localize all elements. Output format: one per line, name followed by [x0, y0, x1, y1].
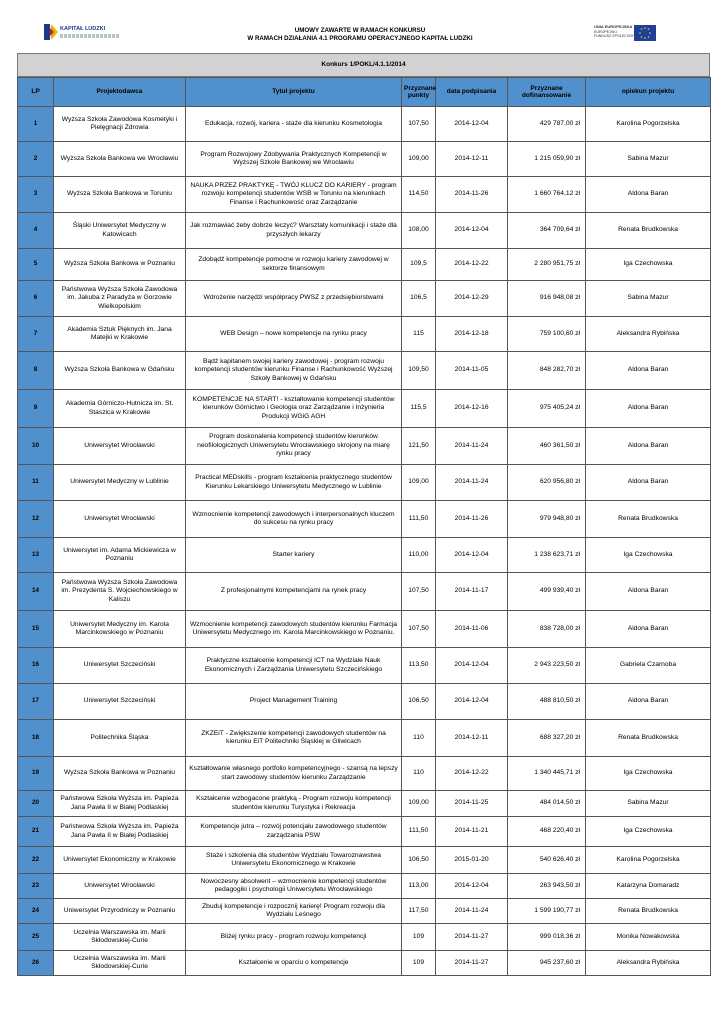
table-row	[18, 317, 711, 352]
amount-cell: 499 939,40 zł	[508, 573, 586, 611]
amount-cell: 999 018,36 zł	[508, 924, 586, 951]
date-cell: 2014-11-24	[436, 899, 508, 924]
supervisor-cell: Sabina Mazur	[586, 142, 711, 177]
org-cell: Politechnika Śląska	[54, 720, 186, 757]
amount-cell: 1 215 059,90 zł	[508, 142, 586, 177]
column-header-points: Przyznane punkty	[402, 78, 436, 107]
lp-cell: 7	[18, 317, 54, 352]
org-cell: Śląski Uniwersytet Medyczny w Katowicach	[54, 213, 186, 249]
table-row	[18, 177, 711, 213]
title-cell: Program doskonalenia kompetencji studentów kierunków neofilologicznych Uniwersytetu Wrocławskiego skrojony na miarę rynku pracy	[186, 428, 402, 465]
lp-cell: 6	[18, 281, 54, 317]
amount-cell: 759 100,60 zł	[508, 317, 586, 352]
org-cell: Wyższa Szkoła Zawodowa Kosmetyki i Pielęgnacji Zdrowia	[54, 107, 186, 142]
title-cell: Jak rozmawiać żeby dobrze leczyć? Warsztaty komunikacji i staże dla przyszłych lekarzy	[186, 213, 402, 249]
column-header-org: Projektodawca	[54, 78, 186, 107]
title-cell: Program Rozwojowy Zdobywania Praktycznych Kompetencji w Wyższej Szkole Bankowej we Wrocławiu	[186, 142, 402, 177]
points-cell: 109	[402, 951, 436, 976]
title-cell: ZKZEiT - Zwiększenie kompetencji zawodowych studentów na kierunku EiT Politechniki Śląskiej w Gliwicach	[186, 720, 402, 757]
points-cell: 109,50	[402, 352, 436, 390]
date-cell: 2014-11-17	[436, 573, 508, 611]
document-title-line2: W RAMACH DZIAŁANIA 4.1 PROGRAMU OPERACYJNEGO KAPITAŁ LUDZKI	[247, 35, 473, 42]
points-cell: 108,00	[402, 213, 436, 249]
date-cell: 2014-12-16	[436, 390, 508, 428]
table-row	[18, 817, 711, 847]
amount-cell: 1 340 445,71 zł	[508, 757, 586, 791]
title-cell: Wzmocnienie kompetencji zawodowych studentów kierunku Farmacja Uniwersytetu Medycznego im. Karola Marcinkowskiego w Poznaniu.	[186, 611, 402, 648]
amount-cell: 364 709,64 zł	[508, 213, 586, 249]
table-row	[18, 720, 711, 757]
date-cell: 2014-12-04	[436, 107, 508, 142]
date-cell: 2014-11-24	[436, 465, 508, 501]
org-cell: Uniwersytet Wrocławski	[54, 874, 186, 899]
points-cell: 109	[402, 924, 436, 951]
supervisor-cell: Iga Czechowska	[586, 249, 711, 281]
points-cell: 117,50	[402, 899, 436, 924]
lp-cell: 11	[18, 465, 54, 501]
org-cell: Uniwersytet Przyrodniczy w Poznaniu	[54, 899, 186, 924]
date-cell: 2014-11-26	[436, 177, 508, 213]
amount-cell: 484 014,50 zł	[508, 791, 586, 817]
date-cell: 2014-12-04	[436, 874, 508, 899]
table-row	[18, 107, 711, 142]
table-row	[18, 465, 711, 501]
amount-cell: 1 599 190,77 zł	[508, 899, 586, 924]
supervisor-cell: Aldona Baran	[586, 352, 711, 390]
lp-cell: 15	[18, 611, 54, 648]
points-cell: 110,00	[402, 538, 436, 573]
date-cell: 2014-11-27	[436, 951, 508, 976]
table-row	[18, 847, 711, 874]
date-cell: 2014-11-06	[436, 611, 508, 648]
lp-cell: 2	[18, 142, 54, 177]
table-row	[18, 249, 711, 281]
org-cell: Uniwersytet Wrocławski	[54, 428, 186, 465]
table-header-row	[18, 78, 711, 107]
title-cell: Staże i szkolenia dla studentów Wydziału Towaroznawstwa Uniwersytetu Ekonomicznego w Krakowie	[186, 847, 402, 874]
title-cell: Starter kariery	[186, 538, 402, 573]
table-row	[18, 281, 711, 317]
table-row	[18, 573, 711, 611]
org-cell: Państwowa Wyższa Szkoła Zawodowa im. Jakuba z Paradyża w Gorzowie Wielkopolskim	[54, 281, 186, 317]
table-row	[18, 611, 711, 648]
date-cell: 2014-12-11	[436, 720, 508, 757]
lp-cell: 23	[18, 874, 54, 899]
supervisor-cell: Katarzyna Domaradz	[586, 874, 711, 899]
points-cell: 114,50	[402, 177, 436, 213]
lp-cell: 17	[18, 684, 54, 720]
points-cell: 113,00	[402, 874, 436, 899]
amount-cell: 488 810,50 zł	[508, 684, 586, 720]
points-cell: 107,50	[402, 573, 436, 611]
date-cell: 2014-11-05	[436, 352, 508, 390]
amount-cell: 429 787,00 zł	[508, 107, 586, 142]
title-cell: Zdobądź kompetencje pomocne w rozwoju kariery zawodowej w sektorze finansowym	[186, 249, 402, 281]
org-cell: Uniwersytet Szczeciński	[54, 684, 186, 720]
title-cell: Wdrożenie narzędzi współpracy PWSZ z przedsiębiorstwami	[186, 281, 402, 317]
amount-cell: 620 956,80 zł	[508, 465, 586, 501]
amount-cell: 688 327,20 zł	[508, 720, 586, 757]
date-cell: 2015-01-20	[436, 847, 508, 874]
supervisor-cell: Renata Brudkowska	[586, 720, 711, 757]
lp-cell: 8	[18, 352, 54, 390]
amount-cell: 263 943,50 zł	[508, 874, 586, 899]
title-cell: Bądź kapitanem swojej kariery zawodowej - program rozwoju kompetencji studentów kierunku Finanse i Rachunkowość Wyższej Szkoły Bankowej w Gdańsku	[186, 352, 402, 390]
org-cell: Wyższa Szkoła Bankowa w Toruniu	[54, 177, 186, 213]
points-cell: 106,5	[402, 281, 436, 317]
table-row	[18, 648, 711, 684]
points-cell: 110	[402, 757, 436, 791]
title-cell: Z profesjonalnymi kompetencjami na rynek pracy	[186, 573, 402, 611]
date-cell: 2014-12-04	[436, 684, 508, 720]
title-cell: Edukacja, rozwój, kariera - staże dla kierunku Kosmetologia	[186, 107, 402, 142]
date-cell: 2014-12-04	[436, 538, 508, 573]
lp-cell: 1	[18, 107, 54, 142]
lp-cell: 5	[18, 249, 54, 281]
lp-cell: 25	[18, 924, 54, 951]
supervisor-cell: Renata Brudkowska	[586, 501, 711, 538]
eu-logo-line3: FUNDUSZ SPOŁECZNY	[594, 34, 634, 38]
table-row	[18, 390, 711, 428]
supervisor-cell: Aldona Baran	[586, 390, 711, 428]
org-cell: Wyższa Szkoła Bankowa we Wrocławiu	[54, 142, 186, 177]
table-row	[18, 352, 711, 390]
eu-flag-icon	[634, 25, 656, 41]
lp-cell: 22	[18, 847, 54, 874]
table-row	[18, 501, 711, 538]
org-cell: Państwowa Szkoła Wyższa im. Papieża Jana Pawła II w Białej Podlaskiej	[54, 791, 186, 817]
title-cell: Bliżej rynku pracy - program rozwoju kompetencji	[186, 924, 402, 951]
eu-logo-line1: UNIA EUROPEJSKA	[594, 24, 633, 29]
points-cell: 113,50	[402, 648, 436, 684]
lp-cell: 21	[18, 817, 54, 847]
points-cell: 109,00	[402, 142, 436, 177]
title-cell: WEB Design – nowe kompetencje na rynku pracy	[186, 317, 402, 352]
amount-cell: 848 282,70 zł	[508, 352, 586, 390]
supervisor-cell: Renata Brudkowska	[586, 899, 711, 924]
table-row	[18, 684, 711, 720]
points-cell: 107,50	[402, 611, 436, 648]
points-cell: 110	[402, 720, 436, 757]
points-cell: 109,5	[402, 249, 436, 281]
amount-cell: 1 660 764,12 zł	[508, 177, 586, 213]
date-cell: 2014-12-18	[436, 317, 508, 352]
supervisor-cell: Aldona Baran	[586, 465, 711, 501]
org-cell: Uczelnia Warszawska im. Marii Skłodowskiej-Curie	[54, 951, 186, 976]
amount-cell: 916 948,08 zł	[508, 281, 586, 317]
supervisor-cell: Monika Nowakowska	[586, 924, 711, 951]
lp-cell: 4	[18, 213, 54, 249]
amount-cell: 1 238 623,71 zł	[508, 538, 586, 573]
column-header-date: data podpisania	[436, 78, 508, 107]
table-row	[18, 924, 711, 951]
supervisor-cell: Aldona Baran	[586, 573, 711, 611]
date-cell: 2014-12-22	[436, 757, 508, 791]
supervisor-cell: Karolina Pogorzelska	[586, 107, 711, 142]
table-row	[18, 757, 711, 791]
points-cell: 111,50	[402, 817, 436, 847]
title-cell: Wzmocnienie kompetencji zawodowych i interpersonalnych kluczem do sukcesu na rynku pracy	[186, 501, 402, 538]
column-header-lp: LP	[18, 78, 54, 107]
table-row	[18, 213, 711, 249]
supervisor-cell: Aleksandra Rybińska	[586, 951, 711, 976]
contracts-table	[17, 77, 711, 976]
date-cell: 2014-12-11	[436, 142, 508, 177]
points-cell: 115,5	[402, 390, 436, 428]
table-row	[18, 538, 711, 573]
date-cell: 2014-11-25	[436, 791, 508, 817]
lp-cell: 12	[18, 501, 54, 538]
lp-cell: 24	[18, 899, 54, 924]
document-title-line1: UMOWY ZAWARTE W RAMACH KONKURSU	[294, 27, 426, 34]
org-cell: Uniwersytet im. Adama Mickiewicza w Poznaniu	[54, 538, 186, 573]
lp-cell: 18	[18, 720, 54, 757]
title-cell: Nowoczesny absolwent – wzmocnienie kompetencji studentów pedagogiki i psychologii Uniwersytetu Wrocławskiego	[186, 874, 402, 899]
column-header-title: Tytuł projektu	[186, 78, 402, 107]
title-cell: Kształcenie wzbogacone praktyką - Program rozwoju kompetencji studentów kierunku Turystyka i Rekreacja	[186, 791, 402, 817]
amount-cell: 979 948,80 zł	[508, 501, 586, 538]
amount-cell: 945 237,60 zł	[508, 951, 586, 976]
logo-left-subtitle	[60, 34, 120, 38]
supervisor-cell: Gabriela Czarnoba	[586, 648, 711, 684]
date-cell: 2014-11-27	[436, 924, 508, 951]
table-row	[18, 791, 711, 817]
amount-cell: 540 626,40 zł	[508, 847, 586, 874]
amount-cell: 460 361,50 zł	[508, 428, 586, 465]
supervisor-cell: Aldona Baran	[586, 684, 711, 720]
title-cell: Praktyczne kształcenie kompetencji ICT na Wydziale Nauk Ekonomicznych i Zarządzania Uniwersytetu Szczecińskiego	[186, 648, 402, 684]
kapital-ludzki-logo	[44, 22, 114, 44]
points-cell: 109,00	[402, 791, 436, 817]
table-row	[18, 899, 711, 924]
points-cell: 121,50	[402, 428, 436, 465]
org-cell: Wyższa Szkoła Bankowa w Poznaniu	[54, 757, 186, 791]
org-cell: Uniwersytet Ekonomiczny w Krakowie	[54, 847, 186, 874]
lp-cell: 26	[18, 951, 54, 976]
supervisor-cell: Aldona Baran	[586, 428, 711, 465]
lp-cell: 13	[18, 538, 54, 573]
title-cell: Project Management Training	[186, 684, 402, 720]
amount-cell: 2 943 223,50 zł	[508, 648, 586, 684]
date-cell: 2014-11-26	[436, 501, 508, 538]
org-cell: Wyższa Szkoła Bankowa w Poznaniu	[54, 249, 186, 281]
column-header-amount: Przyznane dofinansowanie	[508, 78, 586, 107]
document-header	[0, 0, 725, 52]
title-cell: Kształcenie w oparciu o kompetencje	[186, 951, 402, 976]
supervisor-cell: Iga Czechowska	[586, 817, 711, 847]
title-cell: Kompetencje jutra – rozwój potencjału zawodowego studentów zarządzania PSW	[186, 817, 402, 847]
lp-cell: 20	[18, 791, 54, 817]
org-cell: Akademia Sztuk Pięknych im. Jana Matejki w Krakowie	[54, 317, 186, 352]
table-body	[18, 107, 711, 976]
supervisor-cell: Iga Czechowska	[586, 538, 711, 573]
kapital-ludzki-mark-icon	[44, 22, 58, 42]
org-cell: Uniwersytet Szczeciński	[54, 648, 186, 684]
supervisor-cell: Karolina Pogorzelska	[586, 847, 711, 874]
points-cell: 109,00	[402, 465, 436, 501]
amount-cell: 468 220,40 zł	[508, 817, 586, 847]
points-cell: 115	[402, 317, 436, 352]
supervisor-cell: Aldona Baran	[586, 611, 711, 648]
date-cell: 2014-11-24	[436, 428, 508, 465]
logo-left-text: KAPITAŁ LUDZKI	[60, 26, 106, 32]
date-cell: 2014-12-29	[436, 281, 508, 317]
supervisor-cell: Sabina Mazur	[586, 281, 711, 317]
lp-cell: 10	[18, 428, 54, 465]
org-cell: Uniwersytet Medyczny im. Karola Marcinkowskiego w Poznaniu	[54, 611, 186, 648]
org-cell: Wyższa Szkoła Bankowa w Gdańsku	[54, 352, 186, 390]
eu-logo-line2: EUROPEJSKI	[594, 29, 617, 34]
org-cell: Akademia Górniczo-Hutnicza im. St. Staszica w Krakowie	[54, 390, 186, 428]
points-cell: 107,50	[402, 107, 436, 142]
table-row	[18, 428, 711, 465]
supervisor-cell: Sabina Mazur	[586, 791, 711, 817]
contest-label: Konkurs 1/POKL/4.1.1/2014	[17, 53, 710, 77]
points-cell: 111,50	[402, 501, 436, 538]
date-cell: 2014-12-04	[436, 648, 508, 684]
points-cell: 106,50	[402, 684, 436, 720]
date-cell: 2014-12-22	[436, 249, 508, 281]
eu-logo	[594, 25, 664, 45]
supervisor-cell: Aleksandra Rybińska	[586, 317, 711, 352]
date-cell: 2014-12-04	[436, 213, 508, 249]
lp-cell: 19	[18, 757, 54, 791]
org-cell: Państwowa Wyższa Szkoła Zawodowa im. Prezydenta S. Wojciechowskiego w Kaliszu	[54, 573, 186, 611]
title-cell: NAUKA PRZEZ PRAKTYKĘ - TWÓJ KLUCZ DO KARIERY - program rozwoju kompetencji studentów WSB w Toruniu na kierunkach Finanse i Rachunkowość oraz Zarządzanie	[186, 177, 402, 213]
lp-cell: 14	[18, 573, 54, 611]
org-cell: Uczelnia Warszawska im. Marii Skłodowskiej-Curie	[54, 924, 186, 951]
amount-cell: 975 405,24 zł	[508, 390, 586, 428]
column-header-supervisor: opiekun projektu	[586, 78, 711, 107]
title-cell: Zbuduj kompetencje i rozpocznij karierę! Program rozwoju dla Wydziału Leśnego	[186, 899, 402, 924]
supervisor-cell: Aldona Baran	[586, 177, 711, 213]
supervisor-cell: Renata Brudkowska	[586, 213, 711, 249]
supervisor-cell: Iga Czechowska	[586, 757, 711, 791]
table-row	[18, 142, 711, 177]
title-cell: Kształtowanie własnego portfolio kompetencyjnego - szansą na lepszy start zawodowy studentów kierunku Zarządzanie	[186, 757, 402, 791]
amount-cell: 838 728,00 zł	[508, 611, 586, 648]
lp-cell: 16	[18, 648, 54, 684]
amount-cell: 2 280 951,75 zł	[508, 249, 586, 281]
date-cell: 2014-11-21	[436, 817, 508, 847]
eu-logo-text	[594, 25, 634, 39]
points-cell: 106,50	[402, 847, 436, 874]
table-row	[18, 951, 711, 976]
title-cell: Practical MEDskills - program kształcenia praktycznego studentów Kierunku Lekarskiego Uniwersytetu Medycznego w Lublinie	[186, 465, 402, 501]
org-cell: Uniwersytet Wrocławski	[54, 501, 186, 538]
org-cell: Państwowa Szkoła Wyższa im. Papieża Jana Pawła II w Białej Podlaskiej	[54, 817, 186, 847]
title-cell: KOMPETENCJE NA START! - kształtowanie kompetencji studentów kierunków Górnictwo i Geologia oraz Zarządzanie i Inżynieria Produkcji WGiG AGH	[186, 390, 402, 428]
lp-cell: 9	[18, 390, 54, 428]
org-cell: Uniwersytet Medyczny w Lublinie	[54, 465, 186, 501]
table-row	[18, 874, 711, 899]
lp-cell: 3	[18, 177, 54, 213]
